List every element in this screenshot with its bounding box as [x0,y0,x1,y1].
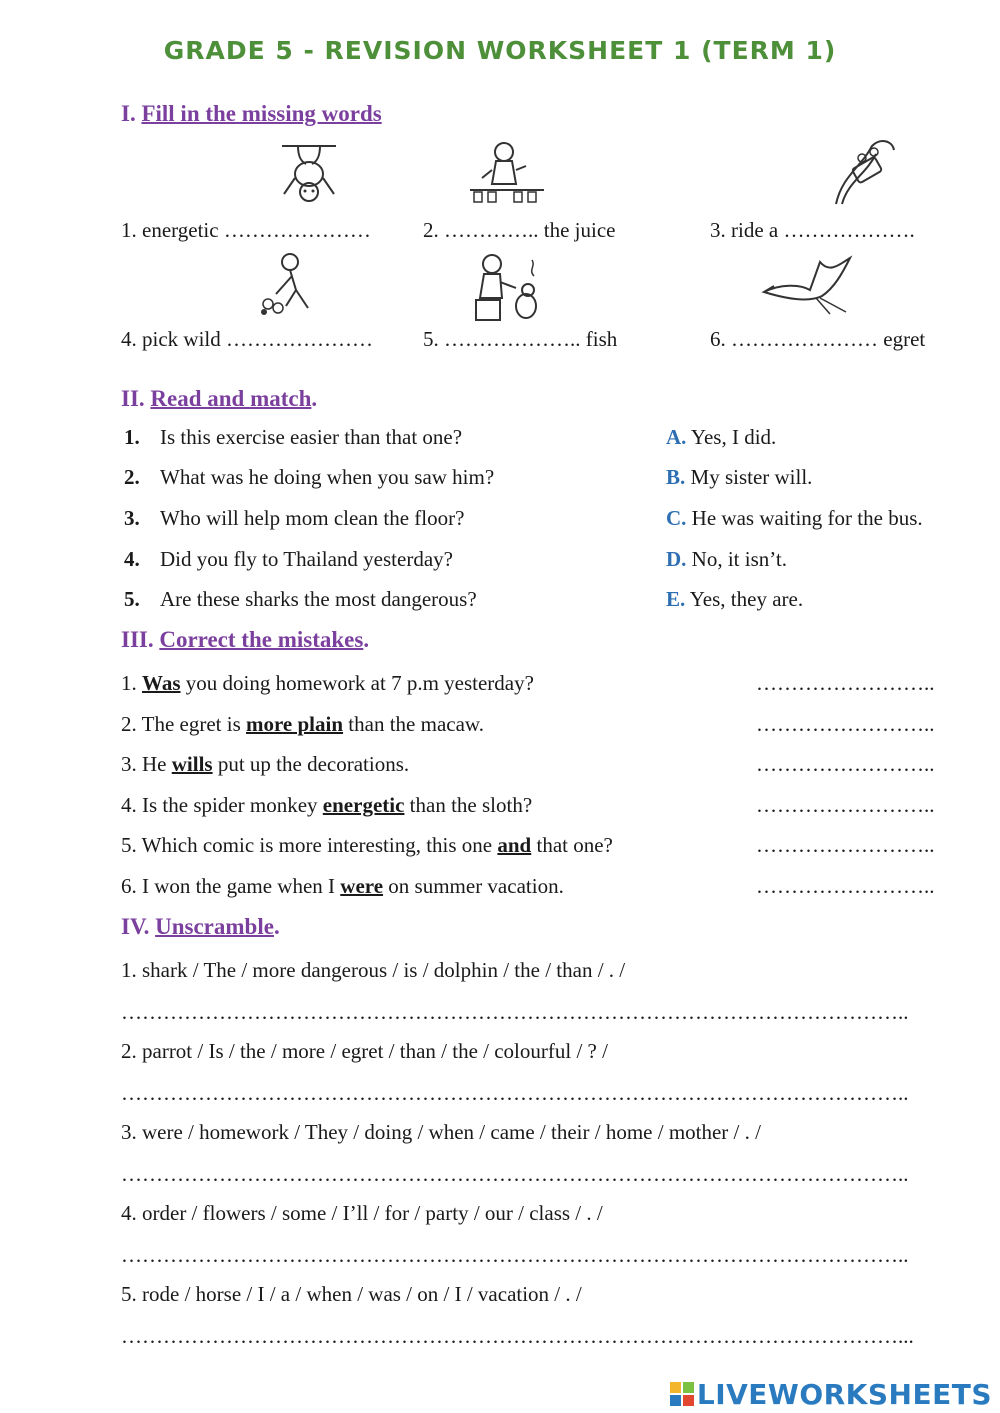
unscramble-prompt: 2. parrot / Is / the / more / egret / than / the / colourful / ? / [121,1039,608,1063]
section-2-heading: II. Read and match. [121,386,318,411]
section-3-heading: III. Correct the mistakes. [121,627,370,652]
unscramble-answer-line[interactable]: ………………………………………………………………………………………………….. [121,1000,909,1024]
unscramble-answer-line[interactable]: ………………………………………………………………………………………………….. [121,1243,909,1267]
fill-item: 6. ………………… egret [710,327,926,351]
answer-blank[interactable]: …………………….. [756,833,935,857]
match-answer: E. Yes, they are. [666,587,804,611]
mistake-sentence: 6. I won the game when I were on summer vacation. [121,874,564,898]
match-question: 2. What was he doing when you saw him? [124,465,495,489]
liveworksheets-logo-icon [669,1381,695,1407]
fill-item: 5. ……………….. fish [423,327,618,351]
match-question: 1. Is this exercise easier than that one? [124,425,463,449]
roller-coaster-icon [832,136,898,208]
egret-bird-icon [760,254,854,320]
match-question: 3. Who will help mom clean the floor? [124,506,465,530]
unscramble-prompt: 4. order / flowers / some / I’ll / for / party / our / class / . / [121,1201,603,1225]
unscramble-prompt: 1. shark / The / more dangerous / is / dolphin / the / than / . / [121,958,626,982]
answer-blank[interactable]: …………………….. [756,793,935,817]
match-question: 4. Did you fly to Thailand yesterday? [124,547,453,571]
match-answer: B. My sister will. [666,465,813,489]
girl-with-cups-icon [468,140,546,204]
girl-picking-flowers-icon [256,250,326,316]
match-answer: D. No, it isn’t. [666,547,787,571]
fill-item: 3. ride a ………………. [710,218,915,242]
mistake-sentence: 5. Which comic is more interesting, this one and that one? [121,833,613,857]
section-1-num: I. [121,101,136,126]
mistake-sentence: 2. The egret is more plain than the macaw. [121,712,484,736]
unscramble-prompt: 3. were / homework / They / doing / when / came / their / home / mother / . / [121,1120,761,1144]
answer-blank[interactable]: …………………….. [756,752,935,776]
mistake-sentence: 4. Is the spider monkey energetic than the sloth? [121,793,533,817]
unscramble-answer-line[interactable]: ………………………………………………………………………………………………….. [121,1162,909,1186]
boy-feeding-cat-icon [470,252,544,324]
unscramble-answer-line[interactable]: ………………………………………………………………………………………………….. [121,1081,909,1105]
match-answer: C. He was waiting for the bus. [666,506,923,530]
mistake-sentence: 3. He wills put up the decorations. [121,752,410,776]
mistake-sentence: 1. Was you doing homework at 7 p.m yesterday? [121,671,534,695]
answer-blank[interactable]: …………………….. [756,712,935,736]
unscramble-prompt: 5. rode / horse / I / a / when / was / on / I / vacation / . / [121,1282,582,1306]
monkey-hanging-icon [280,138,338,204]
fill-item: 2. ………….. the juice [423,218,616,242]
fill-item: 1. energetic ………………… [121,218,371,242]
match-answer: A. Yes, I did. [666,425,777,449]
answer-blank[interactable]: …………………….. [756,671,935,695]
liveworksheets-brand: LIVEWORKSHEETS [669,1378,992,1411]
fill-item: 4. pick wild ………………… [121,327,373,351]
answer-blank[interactable]: …………………….. [756,874,935,898]
section-1-heading: I. Fill in the missing words [121,101,382,126]
section-4-heading: IV. Unscramble. [121,914,280,939]
unscramble-answer-line[interactable]: …………………………………………………………………………………………………... [121,1324,914,1348]
match-question: 5. Are these sharks the most dangerous? [124,587,477,611]
page-title: GRADE 5 - REVISION WORKSHEET 1 (TERM 1) [163,36,837,65]
